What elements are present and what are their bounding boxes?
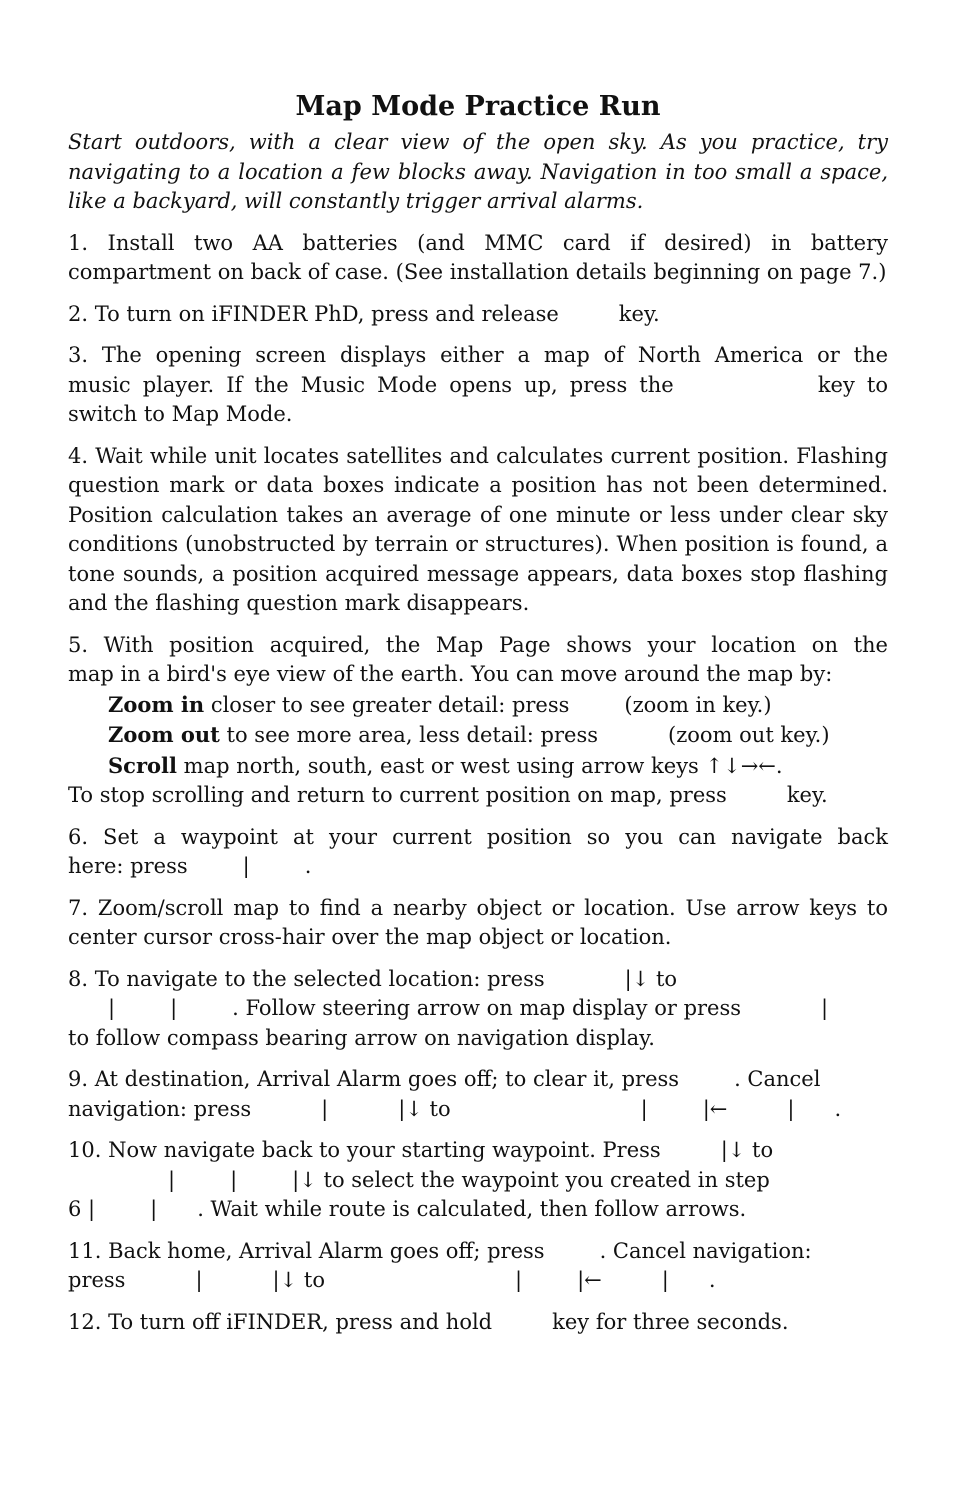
step-2-tail: key. bbox=[618, 301, 660, 326]
step-2-text: 2. To turn on iFINDER PhD, press and release bbox=[68, 301, 559, 326]
step-5-zoom-in: Zoom in closer to see greater detail: press (zoom in key.) bbox=[108, 691, 772, 717]
step-11 bbox=[68, 1237, 888, 1296]
step-10-line-3: 6 | | . Wait while route is calculated, then follow arrows. bbox=[68, 1197, 747, 1221]
step-9-line-1: 9. At destination, Arrival Alarm goes off; to clear it, press . Cancel bbox=[68, 1067, 821, 1091]
step-6-line-2: here: press | . bbox=[68, 854, 312, 878]
step-10-line-1: 10. Now navigate back to your starting waypoint. Press |↓ to bbox=[68, 1138, 774, 1162]
page-title: Map Mode Practice Run bbox=[295, 91, 661, 122]
step-5-line-2: map in a bird's eye view of the earth. You can move around the map by: bbox=[68, 662, 833, 686]
step-3-line-2: music player. If the Music Mode opens up, press the key to bbox=[68, 372, 888, 397]
step-5-scroll: Scroll map north, south, east or west using arrow keys ↑↓→←. bbox=[108, 752, 783, 778]
step-10-line-2: | | |↓ to select the waypoint you created in step bbox=[168, 1167, 770, 1192]
step-8-line-1: 8. To navigate to the selected location: press |↓ to bbox=[68, 966, 678, 991]
document-page bbox=[68, 88, 888, 1349]
step-8 bbox=[68, 965, 888, 1054]
step-6-line-1: 6. Set a waypoint at your current position so you can navigate back bbox=[68, 824, 888, 849]
step-9 bbox=[68, 1065, 888, 1124]
step-7: 7. Zoom/scroll map to find a nearby object or location. Use arrow keys to center cursor cross-hair over the map object or location. bbox=[68, 895, 888, 949]
step-3-line-3: switch to Map Mode. bbox=[68, 402, 293, 426]
step-12: 12. To turn off iFINDER, press and hold key for three seconds. bbox=[68, 1309, 789, 1334]
step-5 bbox=[68, 631, 888, 811]
step-10 bbox=[68, 1136, 888, 1225]
step-4: 4. Wait while unit locates satellites and calculates current position. Flashing question mark or data boxes indicate a position has not been determined. Position calculation takes an average of one minute or less under clear sky conditions (unobstructed by terrain or structures). When position is found, a tone sounds, a position acquired message appears, data boxes stop flashing and the flashing question mark disappears. bbox=[68, 443, 888, 615]
step-8-line-3: to follow compass bearing arrow on navigation display. bbox=[68, 1025, 655, 1050]
step-11-line-2: press | |↓ to | |← | . bbox=[68, 1268, 716, 1292]
step-5-zoom-out: Zoom out to see more area, less detail: press (zoom out key.) bbox=[108, 722, 830, 747]
step-5-stop: To stop scrolling and return to current position on map, press key. bbox=[68, 783, 828, 807]
step-3 bbox=[68, 341, 888, 430]
step-6 bbox=[68, 823, 888, 882]
step-1: 1. Install two AA batteries (and MMC card if desired) in battery compartment on back of case. (See installation details beginning on page 7.) bbox=[68, 230, 888, 284]
step-3-line-1: 3. The opening screen displays either a map of North America or the bbox=[68, 343, 888, 367]
step-5-line-1: 5. With position acquired, the Map Page shows your location on the bbox=[68, 632, 888, 657]
intro-paragraph: Start outdoors, with a clear view of the open sky. As you practice, try navigating to a location a few blocks away. Navigation in too small a space, like a backyard, will constantly trigger arrival alarms. bbox=[68, 130, 888, 213]
step-2 bbox=[68, 300, 888, 330]
step-8-line-2: | | . Follow steering arrow on map display or press | bbox=[108, 996, 829, 1020]
step-11-line-1: 11. Back home, Arrival Alarm goes off; press . Cancel navigation: bbox=[68, 1238, 812, 1263]
step-9-line-2: navigation: press | |↓ to | |← | . bbox=[68, 1096, 842, 1121]
